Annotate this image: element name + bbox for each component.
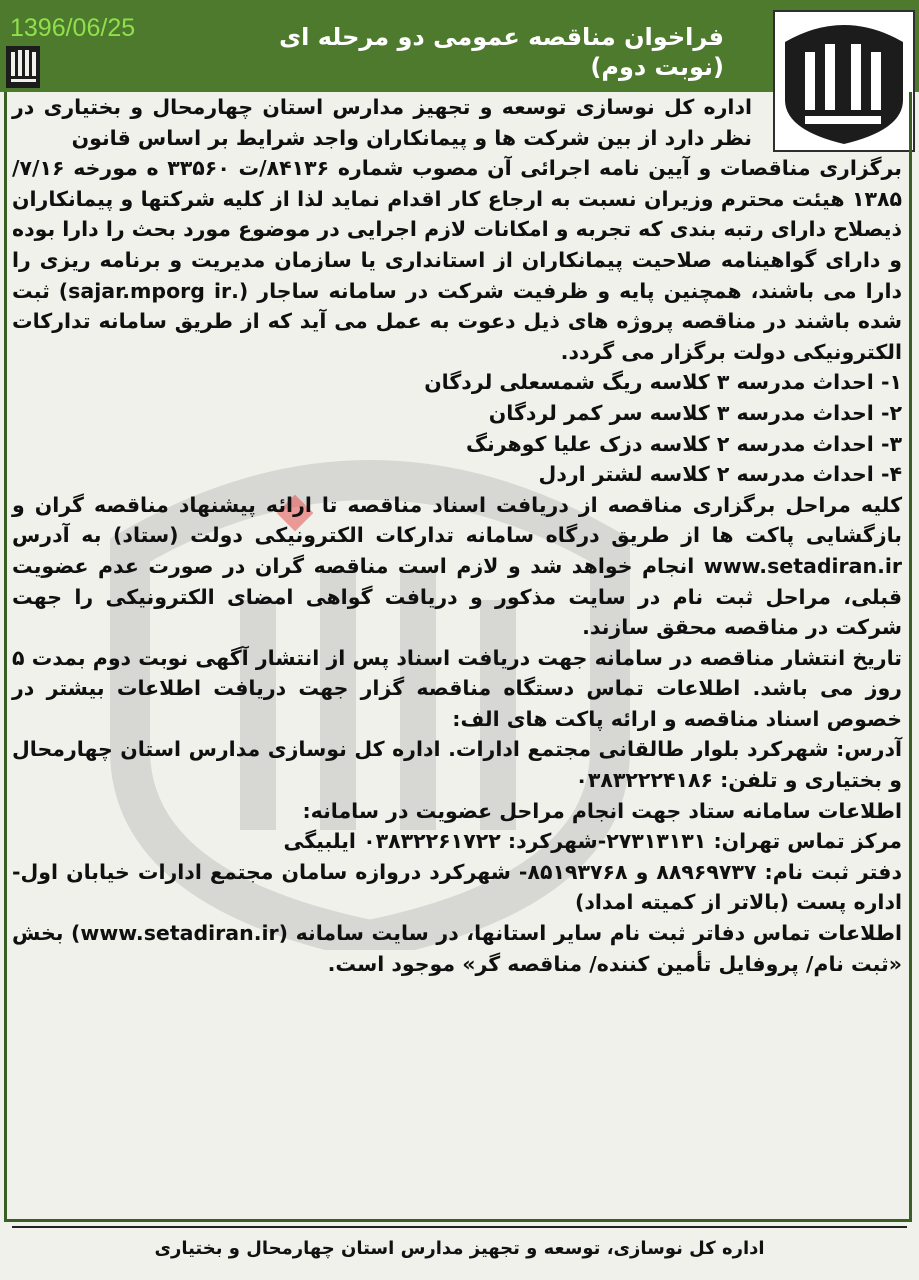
contact-center: مرکز تماس تهران: ۲۷۳۱۳۱۳۱-شهرکرد: ۰۳۸۳۲۲۶۱۷۲۲ ایلبیگی <box>283 829 902 854</box>
other-offices: اطلاعات تماس دفاتر ثبت نام سایر استانها، در سایت سامانه (www.setadiran.ir) بخش «ثبت نام/ پروفایل تأمین کننده/ مناقصه گر» موجود است. <box>12 921 903 976</box>
registry-office: دفتر ثبت نام: ۸۸۹۶۹۷۳۷ و ۸۵۱۹۳۷۶۸- شهرکرد دروازه سامان مجتمع ادارات خیابان اول- اداره پست (بالاتر از کمیته امداد) <box>12 859 902 915</box>
project-item-1: ۱- احداث مدرسه ۳ کلاسه ریگ شمسعلی لردگان <box>424 370 902 395</box>
paragraph-publication: تاریخ انتشار مناقصه در سامانه جهت دریافت اسناد پس از انتشار آگهی نوبت دوم بمدت ۵ روز می باشد. اطلاعات تماس دستگاه مناقصه گزار جهت دریافت اطلاعات بیشتر در خصوص اسناد مناقصه و ارائه پاکت های الف: <box>12 645 902 731</box>
intro-paragraph: اداره کل نوسازی توسعه و تجهیز مدارس استان چهارمحال و بختیاری در نظر دارد از بین شرکت ها و پیمانکاران واجد شرایط بر اساس قانون <box>12 95 752 150</box>
date-stamp: 1396/06/25 <box>10 14 136 42</box>
paragraph-process: کلیه مراحل برگزاری مناقصه از دریافت اسناد مناقصه تا ارائه پیشنهاد مناقصه گران و بازگشایی پاکت ها از طریق درگاه سامانه تدارکات الکترونیکی دولت (ستاد) به آدرس www.setadiran.ir انجام خواهد شد و لازم است مناقصه گران در صورت عدم عضویت قبلی، مراحل ثبت نام در سایت مذکور و دریافت گواهی امضای الکترونیکی را جهت شرکت در مناقصه محقق سازند. <box>12 492 902 640</box>
title-main: فراخوان مناقصه عمومی دو مرحله ای <box>279 23 724 51</box>
ad-body <box>12 92 902 1212</box>
footer-issuer: اداره کل نوسازی، توسعه و تجهیز مدارس استان چهارمحال و بختیاری <box>154 1238 765 1259</box>
page-title <box>204 22 724 82</box>
project-item-3: ۳- احداث مدرسه ۲ کلاسه دزک علیا کوهرنگ <box>466 431 902 456</box>
setad-info: اطلاعات سامانه ستاد جهت انجام مراحل عضویت در سامانه: <box>302 798 902 823</box>
title-sub: (نوبت دوم) <box>590 53 724 81</box>
footer-divider <box>12 1226 907 1228</box>
paragraph-eligibility: برگزاری مناقصات و آیین نامه اجرائی آن مصوب شماره ۸۴۱۳۶/ت ۳۳۵۶۰ ه مورخه ۷/۱۶/ ۱۳۸۵ هیئت محترم وزیران نسبت به ارجاع کار اقدام نماید لذا از کلیه شرکتها و پیمانکاران ذیصلاح دارای رتبه بندی که تجربه و امکانات لازم اجرایی در موضوع مورد بحث را دارا بوده و دارای گواهینامه صلاحیت پیمانکاران از استانداری یا سازمان مدیریت و برنامه ریزی را دارا می باشند، همچنین پایه و ظرفیت شرکت در سامانه ساجار (.sajar.mporg ir) ثبت شده باشند در مناقصه پروژه های ذیل دعوت به عمل می آید که از طریق سامانه تدارکات الکترونیکی دولت برگزار می گردد. <box>12 156 902 364</box>
project-item-2: ۲- احداث مدرسه ۳ کلاسه سر کمر لردگان <box>488 400 902 425</box>
emblem-small-icon <box>6 46 40 88</box>
project-item-4: ۴- احداث مدرسه ۲ کلاسه لشتر اردل <box>538 462 902 487</box>
address-line: آدرس: شهرکرد بلوار طالقانی مجتمع ادارات. اداره کل نوسازی مدارس استان چهارمحال و بختیاری و تلفن: ۰۳۸۳۲۲۲۴۱۸۶ <box>12 737 902 793</box>
